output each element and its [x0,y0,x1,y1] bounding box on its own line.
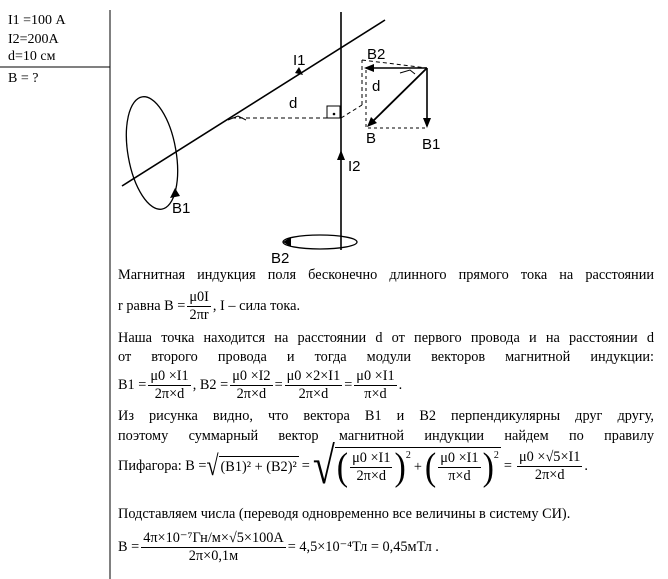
eq2-n2: μ0 ×I1 [440,450,479,466]
eq1-d2: 2π×d [236,386,267,402]
text-p3b: поэтому суммарный вектор магнитной индукции найдем по правилу [118,428,654,444]
label-b1-vec: B1 [422,136,441,153]
eq2-d3: 2π×d [534,466,565,483]
eq-field-den: 2πr [189,307,209,323]
eq2-sqrt1: √ (B1)² + (B2)² [206,449,297,482]
eq1-frac4 [354,368,396,403]
eq-moduli: B1 = $\frac{\mu 0 \times I1}{2\pi\times d}$ , B2 = $\frac{\mu 0 \times I2}{2\pi\times d}$ = $\frac{\mu 0 \times 2\times I1}{2\pi\times d}$ = $\frac{\mu 0 \times I1}{\pi\times d}$ . [118,368,403,402]
eq3-b: B = [118,539,140,555]
eq1-n1: μ0 ×I1 [150,368,189,384]
eq1-frac1 [148,368,190,403]
eq3-n: 4π×10⁻⁷Гн/м×√5×100А [143,530,284,546]
eq2-frac2 [438,450,480,485]
eq1-n2: μ0 ×I2 [232,368,271,384]
eq2-n1: μ0 ×I1 [352,450,391,466]
wire-i1 [122,20,385,186]
label-d-vec: d [372,78,381,95]
eq2-frac1 [350,450,392,485]
label-b2-loop: B2 [271,250,290,267]
eq2-frac3 [517,449,582,484]
eq3-result: = 4,5×10⁻⁴Тл = 0,45мТл . [287,539,439,555]
eq3-frac [141,530,286,565]
eq1-frac3 [285,368,343,403]
eq1-d1: 2π×d [154,386,185,402]
eq2-pre: Пифагора: B = [118,457,207,474]
eq-numeric [118,530,439,565]
eq-field-pre: r равна B = [118,298,186,314]
label-i2: I2 [348,158,361,175]
eq-field-num: μ0I [189,289,209,305]
eq2-d1: 2π×d [356,468,387,484]
given-i2: I2=200А [8,32,59,47]
eq-field-fraction [187,289,211,324]
eq-field-post: , I – сила тока. [212,298,301,314]
eq1-n4: μ0 ×I1 [356,368,395,384]
text-p1: Магнитная индукция поля бесконечно длинного прямого тока на расстоянии [118,267,654,283]
given-unknown: B = ? [8,71,39,86]
eq-field-formula [118,289,300,324]
label-i1: I1 [293,52,306,69]
eq2-sqrt2: √ ( μ0 ×I1 2π×d ) $^2$ + ( μ0 ×I1 π×d ) $^2$ [312,436,499,495]
given-d: d=10 см [8,49,56,64]
text-p4: Подставляем числа (переводя одновременно все величины в систему СИ). [118,506,571,522]
eq1-frac2 [230,368,272,403]
text-p3a: Из рисунка видно, что вектора B1 и B2 перпендикулярны друг другу, [118,408,654,424]
label-b2-vec: B2 [367,46,386,63]
eq2-n3: μ0 ×√5×I1 [519,448,581,465]
eq1-d3: 2π×d [298,386,329,402]
eq2-d2: π×d [448,468,471,484]
label-d: d [289,95,298,112]
eq1-n3: μ0 ×2×I1 [286,368,341,384]
text-p2b: от второго провода и тогда модули векторов магнитной индукции: [118,349,654,365]
given-i1: I1 =100 А [8,13,66,28]
eq1-d4: π×d [364,386,387,402]
eq3-d: 2π×0,1м [188,548,239,564]
label-b1-loop: B1 [172,200,191,217]
eq-pythagoras: Пифагора: B = √ (B1)² + (B2)² = √ ( μ0 ×I1 2π×d ) $^2$ + ( μ0 ×I1 π×d ) $^2$ = $\frac{\mu 0 \times√5\times I1}{2\pi\times d}$ . [118,436,588,495]
label-b-vec: B [366,130,377,147]
eq1-b1: B1 = [118,377,147,393]
eq2-inner: (B1)² + (B2)² [219,456,299,476]
text-p2a: Наша точка находится на расстоянии d от первого провода и на расстоянии d [118,330,654,346]
eq1-b2: , B2 = [192,377,229,393]
